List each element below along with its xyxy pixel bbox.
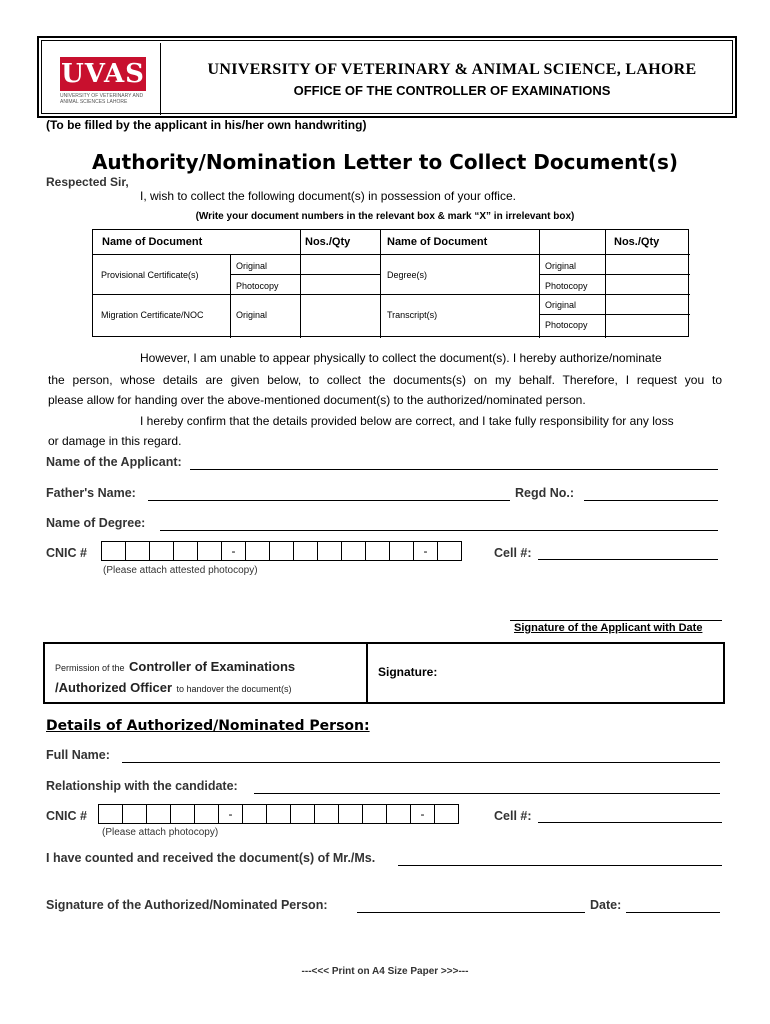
nominee-signature-field[interactable] [357, 912, 585, 913]
office-name: OFFICE OF THE CONTROLLER OF EXAMINATIONS [293, 83, 611, 98]
salutation: Respected Sir, [46, 175, 129, 189]
degree-photocopy: Photocopy [545, 281, 588, 291]
cnic-dash-box: - [413, 541, 438, 561]
received-field[interactable] [398, 865, 722, 866]
page-title: Authority/Nomination Letter to Collect Document(s) [91, 150, 679, 174]
transcript-original: Original [545, 300, 577, 310]
uvas-logo: UVAS [61, 59, 145, 89]
logo-subtext: UNIVERSITY OF VETERINARY AND ANIMAL SCIENCES LAHORE [60, 93, 144, 105]
degree-name-field[interactable] [160, 530, 718, 531]
table-vline [230, 254, 231, 338]
cnic-input-boxes[interactable] [101, 541, 461, 561]
full-name-field[interactable] [122, 762, 720, 763]
cnic-digit-box[interactable] [290, 804, 315, 824]
full-name-label: Full Name: [46, 748, 110, 762]
table-hline [230, 274, 380, 275]
table-hline [539, 314, 690, 315]
permission-line2 [55, 679, 292, 697]
cnic-digit-box[interactable] [365, 541, 390, 561]
document-table [92, 229, 689, 337]
cnic-digit-box[interactable] [98, 804, 123, 824]
table-vline [605, 230, 606, 338]
cnic-digit-box[interactable] [101, 541, 126, 561]
provisional-original: Original [236, 261, 268, 271]
regd-no-label: Regd No.: [515, 486, 575, 500]
table-hline [93, 254, 690, 255]
cnic-digit-box[interactable] [389, 541, 414, 561]
header-box [37, 36, 737, 118]
nominee-attach-note: (Please attach photocopy) [102, 827, 219, 838]
header-name-of-document-2: Name of Document [387, 236, 488, 248]
permission-box [43, 642, 725, 704]
table-vline [539, 230, 540, 338]
father-name-field[interactable] [148, 500, 510, 501]
provisional-photocopy: Photocopy [236, 281, 279, 291]
received-label: I have counted and received the document(s) of Mr./Ms. [46, 851, 376, 865]
migration-original: Original [236, 310, 268, 320]
migration-certificate-label: Migration Certificate/NOC [101, 310, 204, 320]
cnic-digit-box[interactable] [266, 804, 291, 824]
cnic-digit-box[interactable] [338, 804, 363, 824]
father-name-label: Father's Name: [46, 486, 136, 500]
nominee-date-label: Date: [590, 898, 622, 912]
cnic-digit-box[interactable] [149, 541, 174, 561]
header-qty: Nos./Qty [305, 236, 351, 248]
cnic-digit-box[interactable] [125, 541, 150, 561]
degree-name-label: Name of Degree: [46, 516, 146, 530]
cell-field[interactable] [538, 559, 718, 560]
footer-print-note: ---<<< Print on A4 Size Paper >>>--- [301, 966, 469, 977]
cnic-dash-box: - [221, 541, 246, 561]
permission-signature-label[interactable]: Signature: [378, 665, 438, 679]
degree-label: Degree(s) [387, 270, 428, 280]
cnic-digit-box[interactable] [242, 804, 267, 824]
applicant-name-field[interactable] [190, 469, 718, 470]
nominee-date-field[interactable] [626, 912, 720, 913]
cnic-digit-box[interactable] [317, 541, 342, 561]
table-vline [300, 230, 301, 338]
relationship-label: Relationship with the candidate: [46, 779, 238, 793]
instruction-text: (Write your document numbers in the relevant box & mark “X” in irrelevant box) [195, 211, 575, 222]
permission-suffix: to handover the document(s) [176, 684, 292, 694]
applicant-signature-label: Signature of the Applicant with Date [514, 622, 703, 634]
logo-cell [44, 43, 161, 115]
nominee-cnic-label: CNIC # [46, 809, 87, 823]
relationship-field[interactable] [254, 793, 720, 794]
nominee-cell-field[interactable] [538, 822, 722, 823]
cnic-label: CNIC # [46, 546, 87, 560]
cnic-digit-box[interactable] [362, 804, 387, 824]
cnic-digit-box[interactable] [146, 804, 171, 824]
nominee-signature-label: Signature of the Authorized/Nominated Person: [46, 898, 328, 912]
table-vline [380, 230, 381, 338]
header-qty-2: Nos./Qty [614, 236, 660, 248]
transcript-label: Transcript(s) [387, 310, 438, 320]
cnic-digit-box[interactable] [293, 541, 318, 561]
permission-authorized: /Authorized Officer [55, 680, 173, 695]
applicant-name-label: Name of the Applicant: [46, 455, 182, 469]
para2-line2: or damage in this regard. [48, 434, 182, 448]
cnic-digit-box[interactable] [434, 804, 459, 824]
cnic-dash-box: - [218, 804, 243, 824]
cnic-digit-box[interactable] [173, 541, 198, 561]
para1-line3: please allow for handing over the above-mentioned document(s) to the authorized/nominated person. [48, 393, 586, 407]
cnic-digit-box[interactable] [437, 541, 462, 561]
permission-prefix: Permission of the [55, 663, 125, 673]
nominee-cnic-input-boxes[interactable] [98, 804, 458, 824]
header-name-of-document: Name of Document [102, 236, 203, 248]
attach-note: (Please attach attested photocopy) [103, 565, 258, 576]
intro-text: I, wish to collect the following document(s) in possession of your office. [140, 189, 516, 203]
header-inner-border [41, 40, 733, 114]
regd-no-field[interactable] [584, 500, 718, 501]
cnic-digit-box[interactable] [245, 541, 270, 561]
cnic-digit-box[interactable] [341, 541, 366, 561]
cnic-digit-box[interactable] [269, 541, 294, 561]
permission-divider [366, 644, 368, 702]
cnic-digit-box[interactable] [314, 804, 339, 824]
cnic-digit-box[interactable] [386, 804, 411, 824]
nominee-cell-label: Cell #: [494, 809, 532, 823]
transcript-photocopy: Photocopy [545, 320, 588, 330]
cnic-digit-box[interactable] [122, 804, 147, 824]
cnic-digit-box[interactable] [170, 804, 195, 824]
para1-line2: the person, whose details are given below, to collect the documents(s) on my behalf. Therefore, I request you to [48, 373, 722, 387]
para2-line1: I hereby confirm that the details provided below are correct, and I take fully responsibility for any loss [140, 414, 674, 428]
table-hline [93, 294, 690, 295]
cnic-digit-box[interactable] [194, 804, 219, 824]
cnic-dash-box: - [410, 804, 435, 824]
provisional-certificate-label: Provisional Certificate(s) [101, 270, 199, 280]
table-hline [539, 274, 690, 275]
para1-line1: However, I am unable to appear physically to collect the document(s). I hereby authorize/nominate [140, 351, 662, 365]
degree-original: Original [545, 261, 577, 271]
applicant-note: (To be filled by the applicant in his/her own handwriting) [46, 118, 367, 132]
nominee-section-title: Details of Authorized/Nominated Person: [46, 718, 370, 734]
permission-controller: Controller of Examinations [128, 659, 296, 674]
cnic-digit-box[interactable] [197, 541, 222, 561]
permission-line1 [55, 658, 295, 676]
university-name: UNIVERSITY OF VETERINARY & ANIMAL SCIENCE, LAHORE [207, 61, 697, 78]
applicant-signature-line[interactable] [510, 620, 722, 621]
cell-label: Cell #: [494, 546, 532, 560]
